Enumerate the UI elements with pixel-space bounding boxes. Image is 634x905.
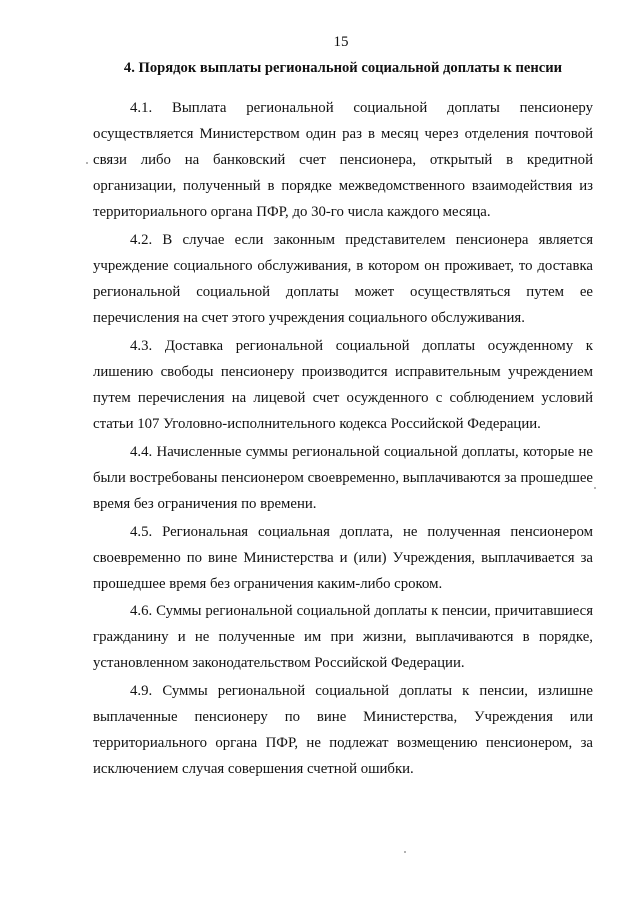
paragraph-number: 4.6. [130, 603, 153, 620]
scan-speck [86, 162, 88, 164]
paragraph-number: 4.9. [130, 683, 153, 700]
paragraph-text: Региональная социальная доплата, не полученная пенсионером своевременно по вине Министерства и (или) Учреждения, выплачивается за прошедшее время без ограничения каким-либо сроком. [93, 523, 593, 592]
paragraph-text: Суммы региональной социальной доплаты к пенсии, излишне выплаченные пенсионеру по вине Министерства, Учреждения или территориального органа ПФР, не подлежат возмещению пенсионером, за исключением случая совершения счетной ошибки. [93, 683, 593, 778]
paragraph-4-9 [93, 678, 593, 782]
paragraph-text: Доставка региональной социальной доплаты осужденному к лишению свободы пенсионеру производится исправительным учреждением путем перечисления на лицевой счет осужденного с соблюдением условий статьи 107 Уголовно-исполнительного кодекса Российской Федерации. [93, 337, 593, 433]
section-title: 4. Порядок выплаты региональной социальной доплаты к пенсии [123, 60, 563, 76]
paragraph-number: 4.3. [130, 337, 153, 354]
paragraph-text: Суммы региональной социальной доплаты к пенсии, причитавшиеся гражданину и не полученные им при жизни, выплачиваются в порядке, установленном законодательством Российской Федерации. [93, 603, 594, 672]
page-number: 15 [333, 34, 349, 50]
paragraph-number: 4.2. [130, 231, 153, 248]
paragraph-4-2 [93, 227, 593, 331]
paragraph-text: В случае если законным представителем пенсионера является учреждение социального обслуживания, в котором он проживает, то доставка региональной социальной доплаты может осуществляться путем ее перечисления на счет этого учреждения социального обслуживания. [93, 231, 594, 327]
scan-speck [404, 851, 406, 853]
paragraph-4-4 [93, 439, 593, 517]
paragraph-number: 4.5. [130, 523, 153, 540]
section-body [93, 95, 593, 784]
scan-speck [594, 487, 596, 489]
paragraph-4-5 [93, 519, 593, 597]
paragraph-4-3 [93, 333, 593, 437]
paragraph-4-6 [93, 598, 593, 676]
paragraph-text: Выплата региональной социальной доплаты пенсионеру осуществляется Министерством один раз в месяц через отделения почтовой связи либо на банковский счет пенсионера, открытый в кредитной организации, полученный в порядке межведомственного взаимодействия из территориального органа ПФР, до 30-го числа каждого месяца. [93, 100, 593, 221]
paragraph-4-1 [93, 95, 593, 225]
paragraph-text: Начисленные суммы региональной социальной доплаты, которые не были востребованы пенсионером своевременно, выплачиваются за прошедшее время без ограничения по времени. [93, 443, 593, 512]
paragraph-number: 4.1. [130, 100, 153, 116]
paragraph-number: 4.4. [130, 443, 153, 460]
